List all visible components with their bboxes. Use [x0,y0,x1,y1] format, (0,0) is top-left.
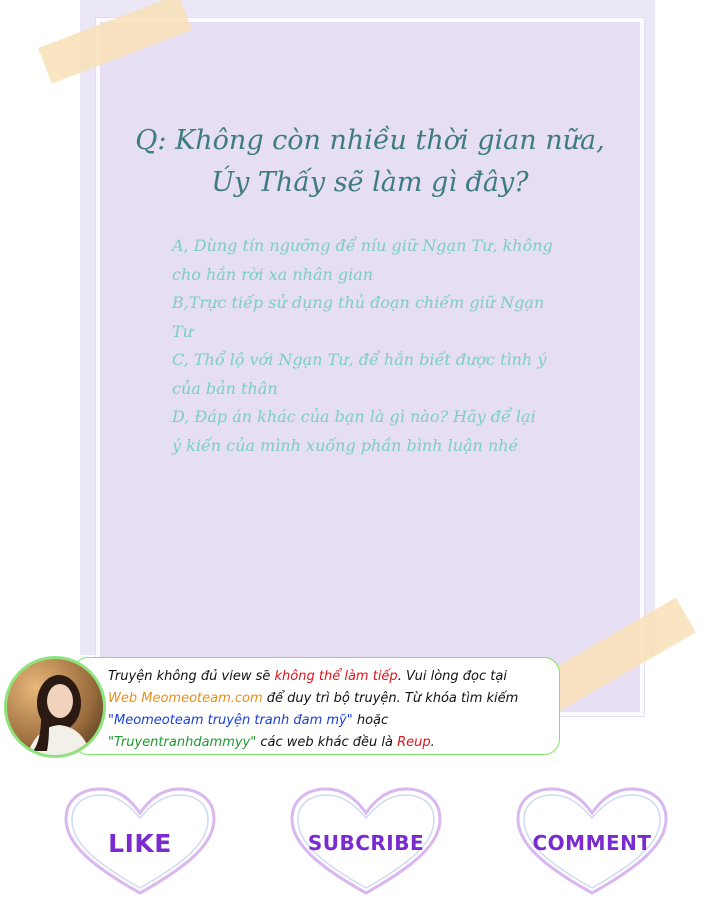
answer-line: A, Dùng tín ngưỡng để níu giữ Ngạn Tư, không [172,236,553,255]
answer-line: C, Thổ lộ với Ngạn Tư, để hắn biết được tình ý [172,350,547,369]
avatar-portrait-icon [7,659,103,755]
answer-line: D, Đáp án khác của bạn là gì nào? Hãy để lại [172,407,536,426]
notice-keyword-2: "Truyentranhdammyy" [108,735,257,750]
notice-keyword-1: "Meomeoteam truyện tranh đam mỹ" [108,713,353,728]
question-title [100,120,640,204]
comment-button[interactable] [512,785,672,897]
notice-website-link[interactable]: Web Meomeoteam.com [108,691,263,706]
question-line-1: Q: Không còn nhiều thời gian nữa, [135,125,605,156]
notice-text-part: các web khác đều là [256,735,398,750]
answer-line: B,Trực tiếp sử dụng thủ đoạn chiếm giữ Ngạn [172,293,545,312]
notice-text-part: . Vui lòng đọc tại [397,669,507,684]
like-label: LIKE [108,829,172,858]
like-button[interactable] [60,785,220,897]
notice-text [108,666,556,754]
notice-warning: không thể làm tiếp [274,669,398,684]
answer-line: của bản thân [172,378,278,398]
avatar [4,656,106,758]
subscribe-label: SUBCRIBE [307,831,425,855]
answer-line: cho hắn rời xa nhân gian [172,264,374,284]
answer-line: ý kiến của mình xuống phần bình luận nhé [172,435,519,455]
notice-text-part: Truyện không đủ view sẽ [108,669,275,684]
notice-reup-label: Reup [397,735,431,750]
notice-text-part: để duy trì bộ truyện. Từ khóa tìm kiếm [262,691,519,706]
comment-label: COMMENT [532,831,652,855]
answer-line: Tư [172,321,193,341]
notice-text-part: hoặc [352,713,389,728]
answer-options [172,232,567,460]
subscribe-button[interactable] [286,785,446,897]
notice-text-part: . [430,735,435,750]
question-line-2: Úy Thấy sẽ làm gì đây? [211,167,529,198]
